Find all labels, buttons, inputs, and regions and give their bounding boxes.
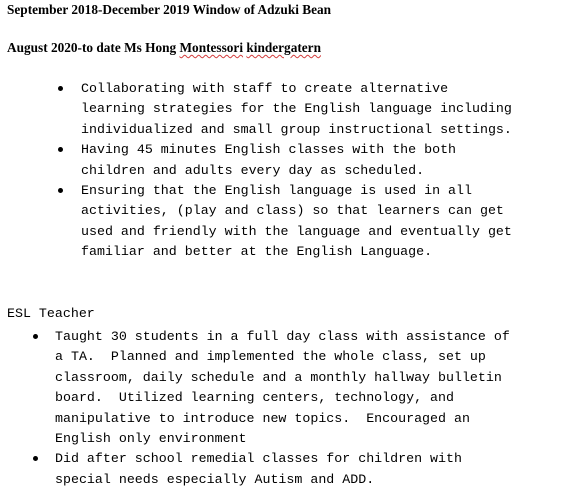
list-item-text: Did after school remedial classes for children with special needs especially Autism and ADD.: [55, 451, 462, 487]
list-item: [81, 79, 512, 140]
bullet-icon: [58, 188, 63, 193]
spellcheck-flagged-word: kindergatern: [246, 40, 321, 55]
kindergarten-duties-list: [81, 79, 512, 263]
list-item-text: Taught 30 students in a full day class with assistance of a TA. Planned and implemented the whole class, set up classroom, daily schedule and a monthly hallway bulletin board. Utilized learning centers, technology, and manipulative to introduce new topics. Encouraged an English only environment: [55, 329, 510, 447]
list-item-text: Collaborating with staff to create alternative learning strategies for the English language including individualized and small group instructional settings.: [81, 81, 512, 137]
bullet-icon: [33, 456, 38, 461]
list-item: [55, 449, 510, 490]
bullet-icon: [58, 86, 63, 91]
esl-role-title: ESL Teacher: [7, 306, 95, 321]
list-item: [81, 181, 512, 263]
bullet-icon: [58, 147, 63, 152]
list-item: [55, 327, 510, 449]
bullet-icon: [33, 334, 38, 339]
heading-text: August 2020-to date Ms Hong: [7, 40, 180, 55]
spellcheck-flagged-word: Montessori: [179, 40, 244, 55]
list-item-text: Having 45 minutes English classes with the both children and adults every day as scheduled.: [81, 142, 457, 178]
job-heading-adzuki-bean: September 2018-December 2019 Window of Adzuki Bean: [7, 2, 332, 17]
list-item: [81, 140, 512, 181]
list-item-text: Ensuring that the English language is used in all activities, (play and class) so that learners can get used and friendly with the language and eventually get familiar and better at the English Language.: [81, 183, 512, 260]
esl-duties-list: [55, 327, 510, 490]
job-heading-ms-hong: [7, 40, 321, 56]
